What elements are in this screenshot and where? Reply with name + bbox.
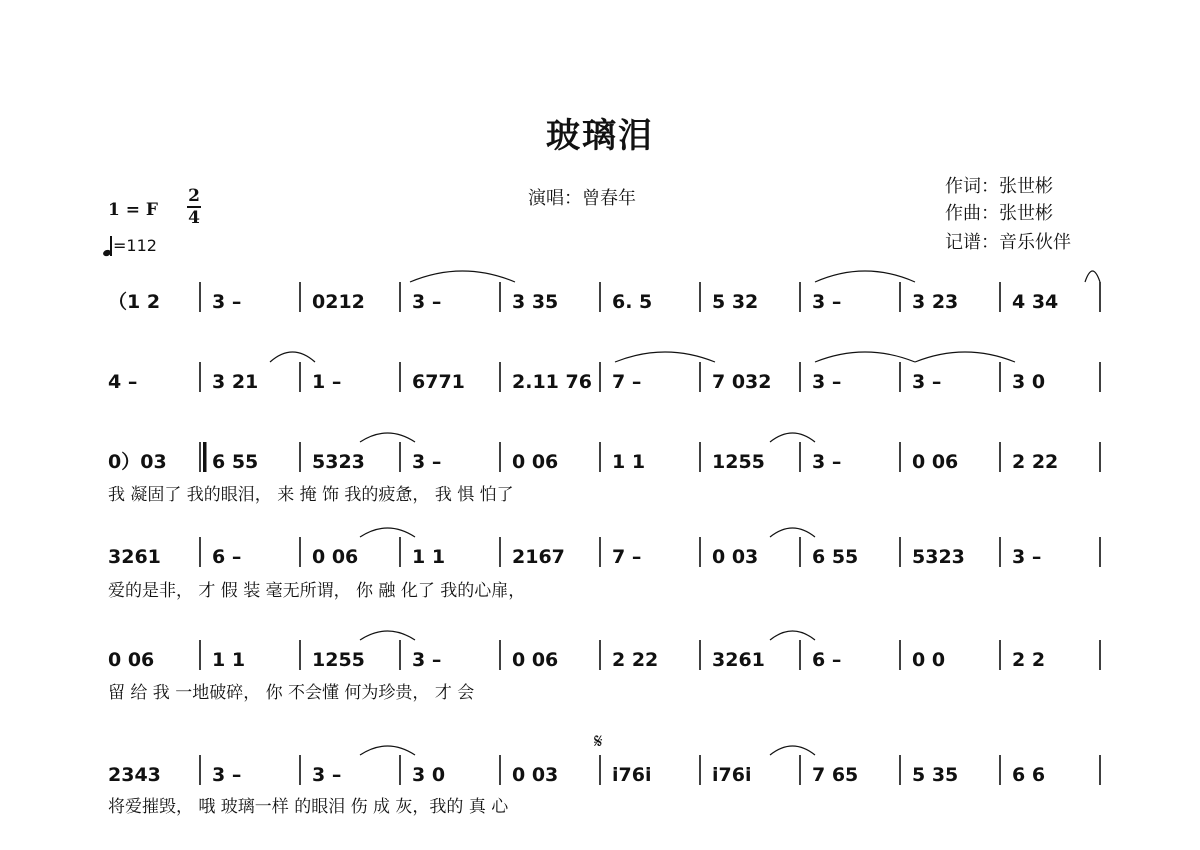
- measure-notes: i76i: [712, 764, 752, 786]
- measure-notes: 3 –: [812, 291, 842, 313]
- measure-notes: 7 –: [612, 371, 642, 393]
- measure-notes: 3 –: [812, 451, 842, 473]
- measure-notes: 1255: [712, 451, 765, 473]
- measure-notes: 6771: [412, 371, 465, 393]
- tie-arc: [770, 528, 815, 537]
- time-signature-bottom: 4: [188, 208, 200, 228]
- measure-notes: 3 –: [212, 764, 242, 786]
- measure-notes: 3261: [712, 649, 765, 671]
- measure-notes: 7 65: [812, 764, 859, 786]
- measure-notes: 1 –: [312, 371, 342, 393]
- measure-notes: 6 –: [812, 649, 842, 671]
- measure-notes: 6 6: [1012, 764, 1046, 786]
- measure-notes: 0 03: [512, 764, 559, 786]
- tie-arc: [770, 631, 815, 640]
- measure-notes: 5 32: [712, 291, 759, 313]
- measure-notes: 6 –: [212, 546, 242, 568]
- tie-arc: [770, 433, 815, 442]
- repeat-barline: [203, 442, 207, 472]
- measure-notes: 6 55: [212, 451, 259, 473]
- transcriber-credit: 记谱：音乐伙伴: [945, 232, 1071, 253]
- key-signature: 1 = F: [108, 200, 158, 220]
- measure-notes: 4 –: [108, 371, 138, 393]
- measure-notes: 3 –: [812, 371, 842, 393]
- measure-notes: 3 23: [912, 291, 959, 313]
- measure-notes: 0 06: [912, 451, 959, 473]
- measure-notes: 0 03: [712, 546, 759, 568]
- measure-notes: 3 –: [412, 291, 442, 313]
- measure-notes: 0212: [312, 291, 365, 313]
- lyric-line: 我 凝固了 我的眼泪， 来 掩 饰 我的疲惫， 我 惧 怕了: [108, 485, 514, 505]
- measure-notes: 3 21: [212, 371, 259, 393]
- measure-notes: 3261: [108, 546, 161, 568]
- song-title: 玻璃泪: [546, 116, 654, 156]
- tie-arc: [360, 631, 415, 640]
- tie-arc: [360, 528, 415, 537]
- tie-arc: [815, 352, 915, 362]
- measure-notes: i76i: [612, 764, 652, 786]
- measure-notes: 2167: [512, 546, 565, 568]
- lyric-line: 将爱摧毁， 哦 玻璃一样 的眼泪 伤 成 灰，我的 真 心: [108, 797, 509, 817]
- measure-notes: 1 1: [412, 546, 446, 568]
- tie-arc: [270, 352, 315, 362]
- lyric-line: 留 给 我 一地破碎， 你 不会懂 何为珍贵， 才 会: [108, 683, 475, 703]
- measure-notes: 4 34: [1012, 291, 1059, 313]
- measure-notes: 3 –: [412, 451, 442, 473]
- tie-arc: [770, 746, 815, 755]
- measure-notes: 1 1: [612, 451, 646, 473]
- measure-notes: 0 0: [912, 649, 946, 671]
- measure-notes: 5 35: [912, 764, 959, 786]
- tie-arc: [815, 271, 915, 282]
- measure-notes: （1 2: [108, 291, 161, 313]
- measure-notes: 2 22: [612, 649, 659, 671]
- lyric-line: 爱的是非， 才 假 装 毫无所谓， 你 融 化了 我的心扉，: [108, 581, 526, 601]
- measure-notes: 5323: [312, 451, 365, 473]
- measure-notes: 6 55: [812, 546, 859, 568]
- measure-notes: 0 06: [108, 649, 155, 671]
- measure-notes: 3 –: [212, 291, 242, 313]
- measure-notes: 2 22: [1012, 451, 1059, 473]
- time-signature-top: 2: [188, 186, 200, 206]
- measure-notes: 3 35: [512, 291, 559, 313]
- measure-notes: 6. 5: [612, 291, 653, 313]
- measure-notes: 7 –: [612, 546, 642, 568]
- tie-arc: [915, 352, 1015, 362]
- measure-notes: 3 –: [912, 371, 942, 393]
- measure-notes: 2343: [108, 764, 161, 786]
- composer-credit: 作曲：张世彬: [945, 203, 1053, 224]
- tie-arc: [615, 352, 715, 362]
- measure-notes: 3 –: [1012, 546, 1042, 568]
- measure-notes: 3 –: [312, 764, 342, 786]
- tie-arc: [1085, 271, 1100, 282]
- measure-notes: 0 06: [512, 649, 559, 671]
- measure-notes: 7 032: [712, 371, 772, 393]
- tie-arc: [360, 433, 415, 442]
- tie-arc: [360, 746, 415, 755]
- lyricist-credit: 作词：张世彬: [945, 176, 1053, 197]
- measure-notes: 1 1: [212, 649, 246, 671]
- measure-notes: 1255: [312, 649, 365, 671]
- measure-notes: 0 06: [512, 451, 559, 473]
- singer-credit: 演唱：曾春年: [528, 188, 636, 209]
- measure-notes: 5323: [912, 546, 965, 568]
- measure-notes: 3 –: [412, 649, 442, 671]
- measure-notes: 3 0: [1012, 371, 1046, 393]
- measure-notes: 3 0: [412, 764, 446, 786]
- tempo-value: =112: [113, 236, 157, 255]
- tie-arc: [410, 271, 515, 282]
- measure-notes: 2.11 76: [512, 371, 592, 393]
- measure-notes: 2 2: [1012, 649, 1046, 671]
- measure-notes: 0）03: [108, 451, 167, 473]
- segno-sign: 𝄋: [594, 729, 603, 753]
- measure-notes: 0 06: [312, 546, 359, 568]
